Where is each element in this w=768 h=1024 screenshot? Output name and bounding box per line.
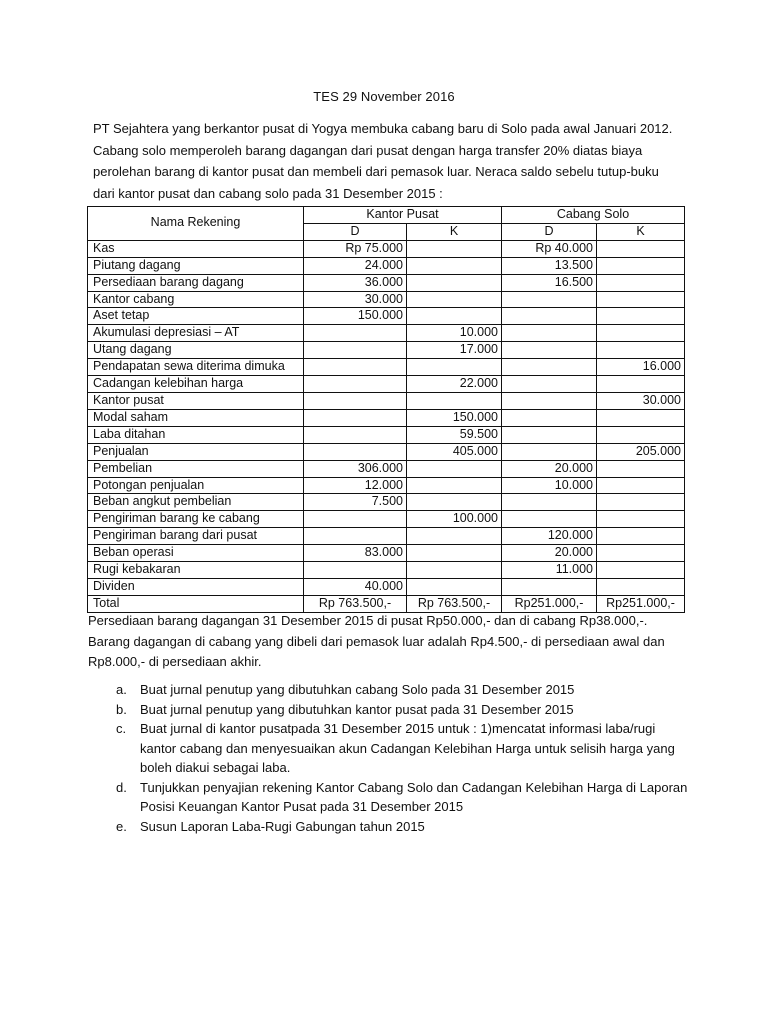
- cabang-solo-debit-cell: [502, 392, 597, 409]
- question-item: [93, 700, 693, 720]
- kantor-pusat-debit-cell: [304, 392, 407, 409]
- kantor-pusat-kredit-cell: [407, 578, 502, 595]
- intro-line: Cabang solo memperoleh barang dagangan dari pusat dengan harga transfer 20% diatas biaya: [93, 142, 643, 158]
- cabang-solo-debit-cell: [502, 426, 597, 443]
- total-label: Total: [88, 595, 304, 612]
- kantor-pusat-kredit-cell: 10.000: [407, 325, 502, 342]
- table-row: [88, 578, 685, 595]
- header-kantor-pusat: Kantor Pusat: [304, 207, 502, 224]
- account-name: Penjualan: [88, 443, 304, 460]
- kantor-pusat-kredit-cell: [407, 240, 502, 257]
- question-item: [93, 680, 693, 700]
- cabang-solo-debit-cell: [502, 376, 597, 393]
- cabang-solo-debit-cell: 16.500: [502, 274, 597, 291]
- table-row: [88, 376, 685, 393]
- note-line: Rp8.000,- di persediaan akhir.: [88, 654, 262, 669]
- kantor-pusat-kredit-cell: 405.000: [407, 443, 502, 460]
- intro-line: perolehan barang di kantor pusat dan membeli dari pemasok luar. Neraca saldo sebelu tutup-buku: [93, 164, 659, 179]
- cabang-solo-kredit-cell: [597, 376, 685, 393]
- kantor-pusat-kredit-cell: 150.000: [407, 409, 502, 426]
- table-row: [88, 460, 685, 477]
- kantor-pusat-debit-cell: 150.000: [304, 308, 407, 325]
- kantor-pusat-debit-cell: 83.000: [304, 545, 407, 562]
- account-name: Potongan penjualan: [88, 477, 304, 494]
- cabang-solo-kredit-cell: [597, 274, 685, 291]
- table-row: [88, 257, 685, 274]
- cabang-solo-kredit-cell: [597, 545, 685, 562]
- question-text: Posisi Keuangan Kantor Pusat pada 31 Desember 2015: [140, 799, 464, 814]
- question-text: Buat jurnal di kantor pusatpada 31 Desember 2015 untuk : 1)mencatat informasi laba/rugi: [140, 721, 656, 736]
- total-row: [88, 595, 685, 612]
- kantor-pusat-debit-cell: 306.000: [304, 460, 407, 477]
- account-name: Laba ditahan: [88, 426, 304, 443]
- kantor-pusat-debit-cell: 24.000: [304, 257, 407, 274]
- question-item: [93, 778, 693, 817]
- table-row: [88, 308, 685, 325]
- kantor-pusat-debit-cell: [304, 325, 407, 342]
- question-marker: d.: [116, 779, 127, 795]
- table-row: [88, 562, 685, 579]
- kantor-pusat-debit-cell: 36.000: [304, 274, 407, 291]
- cabang-solo-debit-cell: 13.500: [502, 257, 597, 274]
- kantor-pusat-kredit-cell: [407, 359, 502, 376]
- kantor-pusat-debit-cell: Rp 75.000: [304, 240, 407, 257]
- cabang-solo-kredit-cell: [597, 426, 685, 443]
- kantor-pusat-debit-cell: 30.000: [304, 291, 407, 308]
- account-name: Beban angkut pembelian: [88, 494, 304, 511]
- cabang-solo-kredit-cell: [597, 578, 685, 595]
- kantor-pusat-debit-cell: [304, 511, 407, 528]
- kantor-pusat-debit-cell: [304, 359, 407, 376]
- cabang-solo-debit-cell: 20.000: [502, 460, 597, 477]
- cabang-solo-kredit-cell: 30.000: [597, 392, 685, 409]
- cabang-solo-debit-cell: 11.000: [502, 562, 597, 579]
- table-row: [88, 274, 685, 291]
- header-cabang-solo: Cabang Solo: [502, 207, 685, 224]
- cabang-solo-kredit-cell: [597, 460, 685, 477]
- cabang-solo-kredit-cell: [597, 511, 685, 528]
- ledger-body: [88, 240, 685, 612]
- table-row: [88, 545, 685, 562]
- question-marker: c.: [116, 721, 127, 736]
- table-row: [88, 291, 685, 308]
- document-title: TES 29 November 2016: [313, 89, 455, 104]
- question-marker: b.: [116, 701, 127, 717]
- account-name: Utang dagang: [88, 342, 304, 359]
- cabang-solo-debit-cell: [502, 494, 597, 511]
- account-name: Beban operasi: [88, 545, 304, 562]
- account-name: Dividen: [88, 578, 304, 595]
- question-text: Buat jurnal penutup yang dibutuhkan kantor pusat pada 31 Desember 2015: [140, 701, 574, 717]
- cabang-solo-kredit-cell: [597, 308, 685, 325]
- question-item: [93, 719, 693, 778]
- cabang-solo-debit-cell: [502, 511, 597, 528]
- cabang-solo-debit-cell: 20.000: [502, 545, 597, 562]
- cabang-solo-kredit-cell: [597, 562, 685, 579]
- question-marker: e.: [116, 818, 127, 834]
- header-nama-rekening: Nama Rekening: [88, 207, 304, 241]
- kantor-pusat-kredit-cell: [407, 257, 502, 274]
- question-text: kantor cabang dan menyesuaikan akun Cadangan Kelebihan Harga untuk selisih harga yang: [140, 740, 675, 756]
- header-cs-debit: D: [502, 223, 597, 240]
- cabang-solo-kredit-cell: 16.000: [597, 359, 685, 376]
- table-row: [88, 477, 685, 494]
- cabang-solo-kredit-total: Rp251.000,-: [597, 595, 685, 612]
- intro-paragraph: [93, 118, 693, 204]
- account-name: Pembelian: [88, 460, 304, 477]
- kantor-pusat-kredit-cell: [407, 528, 502, 545]
- kantor-pusat-kredit-cell: [407, 477, 502, 494]
- table-row: [88, 409, 685, 426]
- cabang-solo-kredit-cell: [597, 240, 685, 257]
- cabang-solo-kredit-cell: 205.000: [597, 443, 685, 460]
- kantor-pusat-kredit-cell: [407, 562, 502, 579]
- kantor-pusat-kredit-cell: [407, 308, 502, 325]
- account-name: Pengiriman barang dari pusat: [88, 528, 304, 545]
- kantor-pusat-kredit-cell: 17.000: [407, 342, 502, 359]
- kantor-pusat-kredit-cell: [407, 291, 502, 308]
- question-marker: a.: [116, 682, 127, 697]
- kantor-pusat-debit-cell: [304, 426, 407, 443]
- kantor-pusat-kredit-cell: 100.000: [407, 511, 502, 528]
- cabang-solo-kredit-cell: [597, 528, 685, 545]
- cabang-solo-kredit-cell: [597, 409, 685, 426]
- account-name: Persediaan barang dagang: [88, 274, 304, 291]
- kantor-pusat-kredit-cell: [407, 460, 502, 477]
- account-name: Rugi kebakaran: [88, 562, 304, 579]
- cabang-solo-debit-cell: [502, 578, 597, 595]
- kantor-pusat-debit-cell: [304, 562, 407, 579]
- note-line: Barang dagangan di cabang yang dibeli dari pemasok luar adalah Rp4.500,- di persediaan awal dan: [88, 633, 665, 649]
- intro-line: dari kantor pusat dan cabang solo pada 31 Desember 2015 :: [93, 185, 443, 201]
- account-name: Cadangan kelebihan harga: [88, 376, 304, 393]
- kantor-pusat-debit-total: Rp 763.500,-: [304, 595, 407, 612]
- question-list: [93, 680, 693, 836]
- cabang-solo-kredit-cell: [597, 291, 685, 308]
- note-line: Persediaan barang dagangan 31 Desember 2015 di pusat Rp50.000,- dan di cabang Rp38.000,-.: [88, 613, 648, 628]
- cabang-solo-debit-cell: [502, 342, 597, 359]
- cabang-solo-debit-cell: [502, 409, 597, 426]
- cabang-solo-debit-total: Rp251.000,-: [502, 595, 597, 612]
- kantor-pusat-kredit-cell: 59.500: [407, 426, 502, 443]
- question-text: Tunjukkan penyajian rekening Kantor Cabang Solo dan Cadangan Kelebihan Harga di Laporan: [140, 779, 688, 795]
- account-name: Pengiriman barang ke cabang: [88, 511, 304, 528]
- kantor-pusat-kredit-cell: [407, 494, 502, 511]
- kantor-pusat-kredit-total: Rp 763.500,-: [407, 595, 502, 612]
- trial-balance-table: [87, 206, 685, 613]
- cabang-solo-debit-cell: Rp 40.000: [502, 240, 597, 257]
- cabang-solo-debit-cell: [502, 291, 597, 308]
- cabang-solo-kredit-cell: [597, 257, 685, 274]
- table-row: [88, 443, 685, 460]
- table-row: [88, 528, 685, 545]
- kantor-pusat-kredit-cell: 22.000: [407, 376, 502, 393]
- table-row: [88, 392, 685, 409]
- cabang-solo-debit-cell: [502, 359, 597, 376]
- cabang-solo-kredit-cell: [597, 325, 685, 342]
- inventory-notes: [88, 611, 688, 673]
- account-name: Modal saham: [88, 409, 304, 426]
- kantor-pusat-debit-cell: [304, 409, 407, 426]
- intro-line: PT Sejahtera yang berkantor pusat di Yogya membuka cabang baru di Solo pada awal Januari 2012.: [93, 121, 673, 136]
- kantor-pusat-debit-cell: 12.000: [304, 477, 407, 494]
- table-row: [88, 426, 685, 443]
- question-text: Buat jurnal penutup yang dibutuhkan cabang Solo pada 31 Desember 2015: [140, 682, 575, 697]
- cabang-solo-debit-cell: [502, 443, 597, 460]
- cabang-solo-kredit-cell: [597, 494, 685, 511]
- table-row: [88, 325, 685, 342]
- kantor-pusat-debit-cell: 40.000: [304, 578, 407, 595]
- header-kp-kredit: K: [407, 223, 502, 240]
- cabang-solo-debit-cell: 10.000: [502, 477, 597, 494]
- question-item: [93, 817, 693, 837]
- account-name: Piutang dagang: [88, 257, 304, 274]
- cabang-solo-kredit-cell: [597, 342, 685, 359]
- account-name: Akumulasi depresiasi – AT: [88, 325, 304, 342]
- kantor-pusat-debit-cell: [304, 342, 407, 359]
- kantor-pusat-debit-cell: [304, 528, 407, 545]
- kantor-pusat-debit-cell: 7.500: [304, 494, 407, 511]
- table-row: [88, 342, 685, 359]
- kantor-pusat-kredit-cell: [407, 392, 502, 409]
- account-name: Aset tetap: [88, 308, 304, 325]
- kantor-pusat-debit-cell: [304, 376, 407, 393]
- cabang-solo-debit-cell: [502, 325, 597, 342]
- header-kp-debit: D: [304, 223, 407, 240]
- header-cs-kredit: K: [597, 223, 685, 240]
- question-text: Susun Laporan Laba-Rugi Gabungan tahun 2015: [140, 818, 425, 834]
- account-name: Pendapatan sewa diterima dimuka: [88, 359, 304, 376]
- kantor-pusat-debit-cell: [304, 443, 407, 460]
- kantor-pusat-kredit-cell: [407, 545, 502, 562]
- kantor-pusat-kredit-cell: [407, 274, 502, 291]
- table-row: [88, 240, 685, 257]
- account-name: Kas: [88, 240, 304, 257]
- account-name: Kantor pusat: [88, 392, 304, 409]
- table-row: [88, 511, 685, 528]
- table-row: [88, 494, 685, 511]
- account-name: Kantor cabang: [88, 291, 304, 308]
- cabang-solo-debit-cell: 120.000: [502, 528, 597, 545]
- table-row: [88, 359, 685, 376]
- cabang-solo-kredit-cell: [597, 477, 685, 494]
- question-text: boleh diakui sebagai laba.: [140, 760, 291, 775]
- cabang-solo-debit-cell: [502, 308, 597, 325]
